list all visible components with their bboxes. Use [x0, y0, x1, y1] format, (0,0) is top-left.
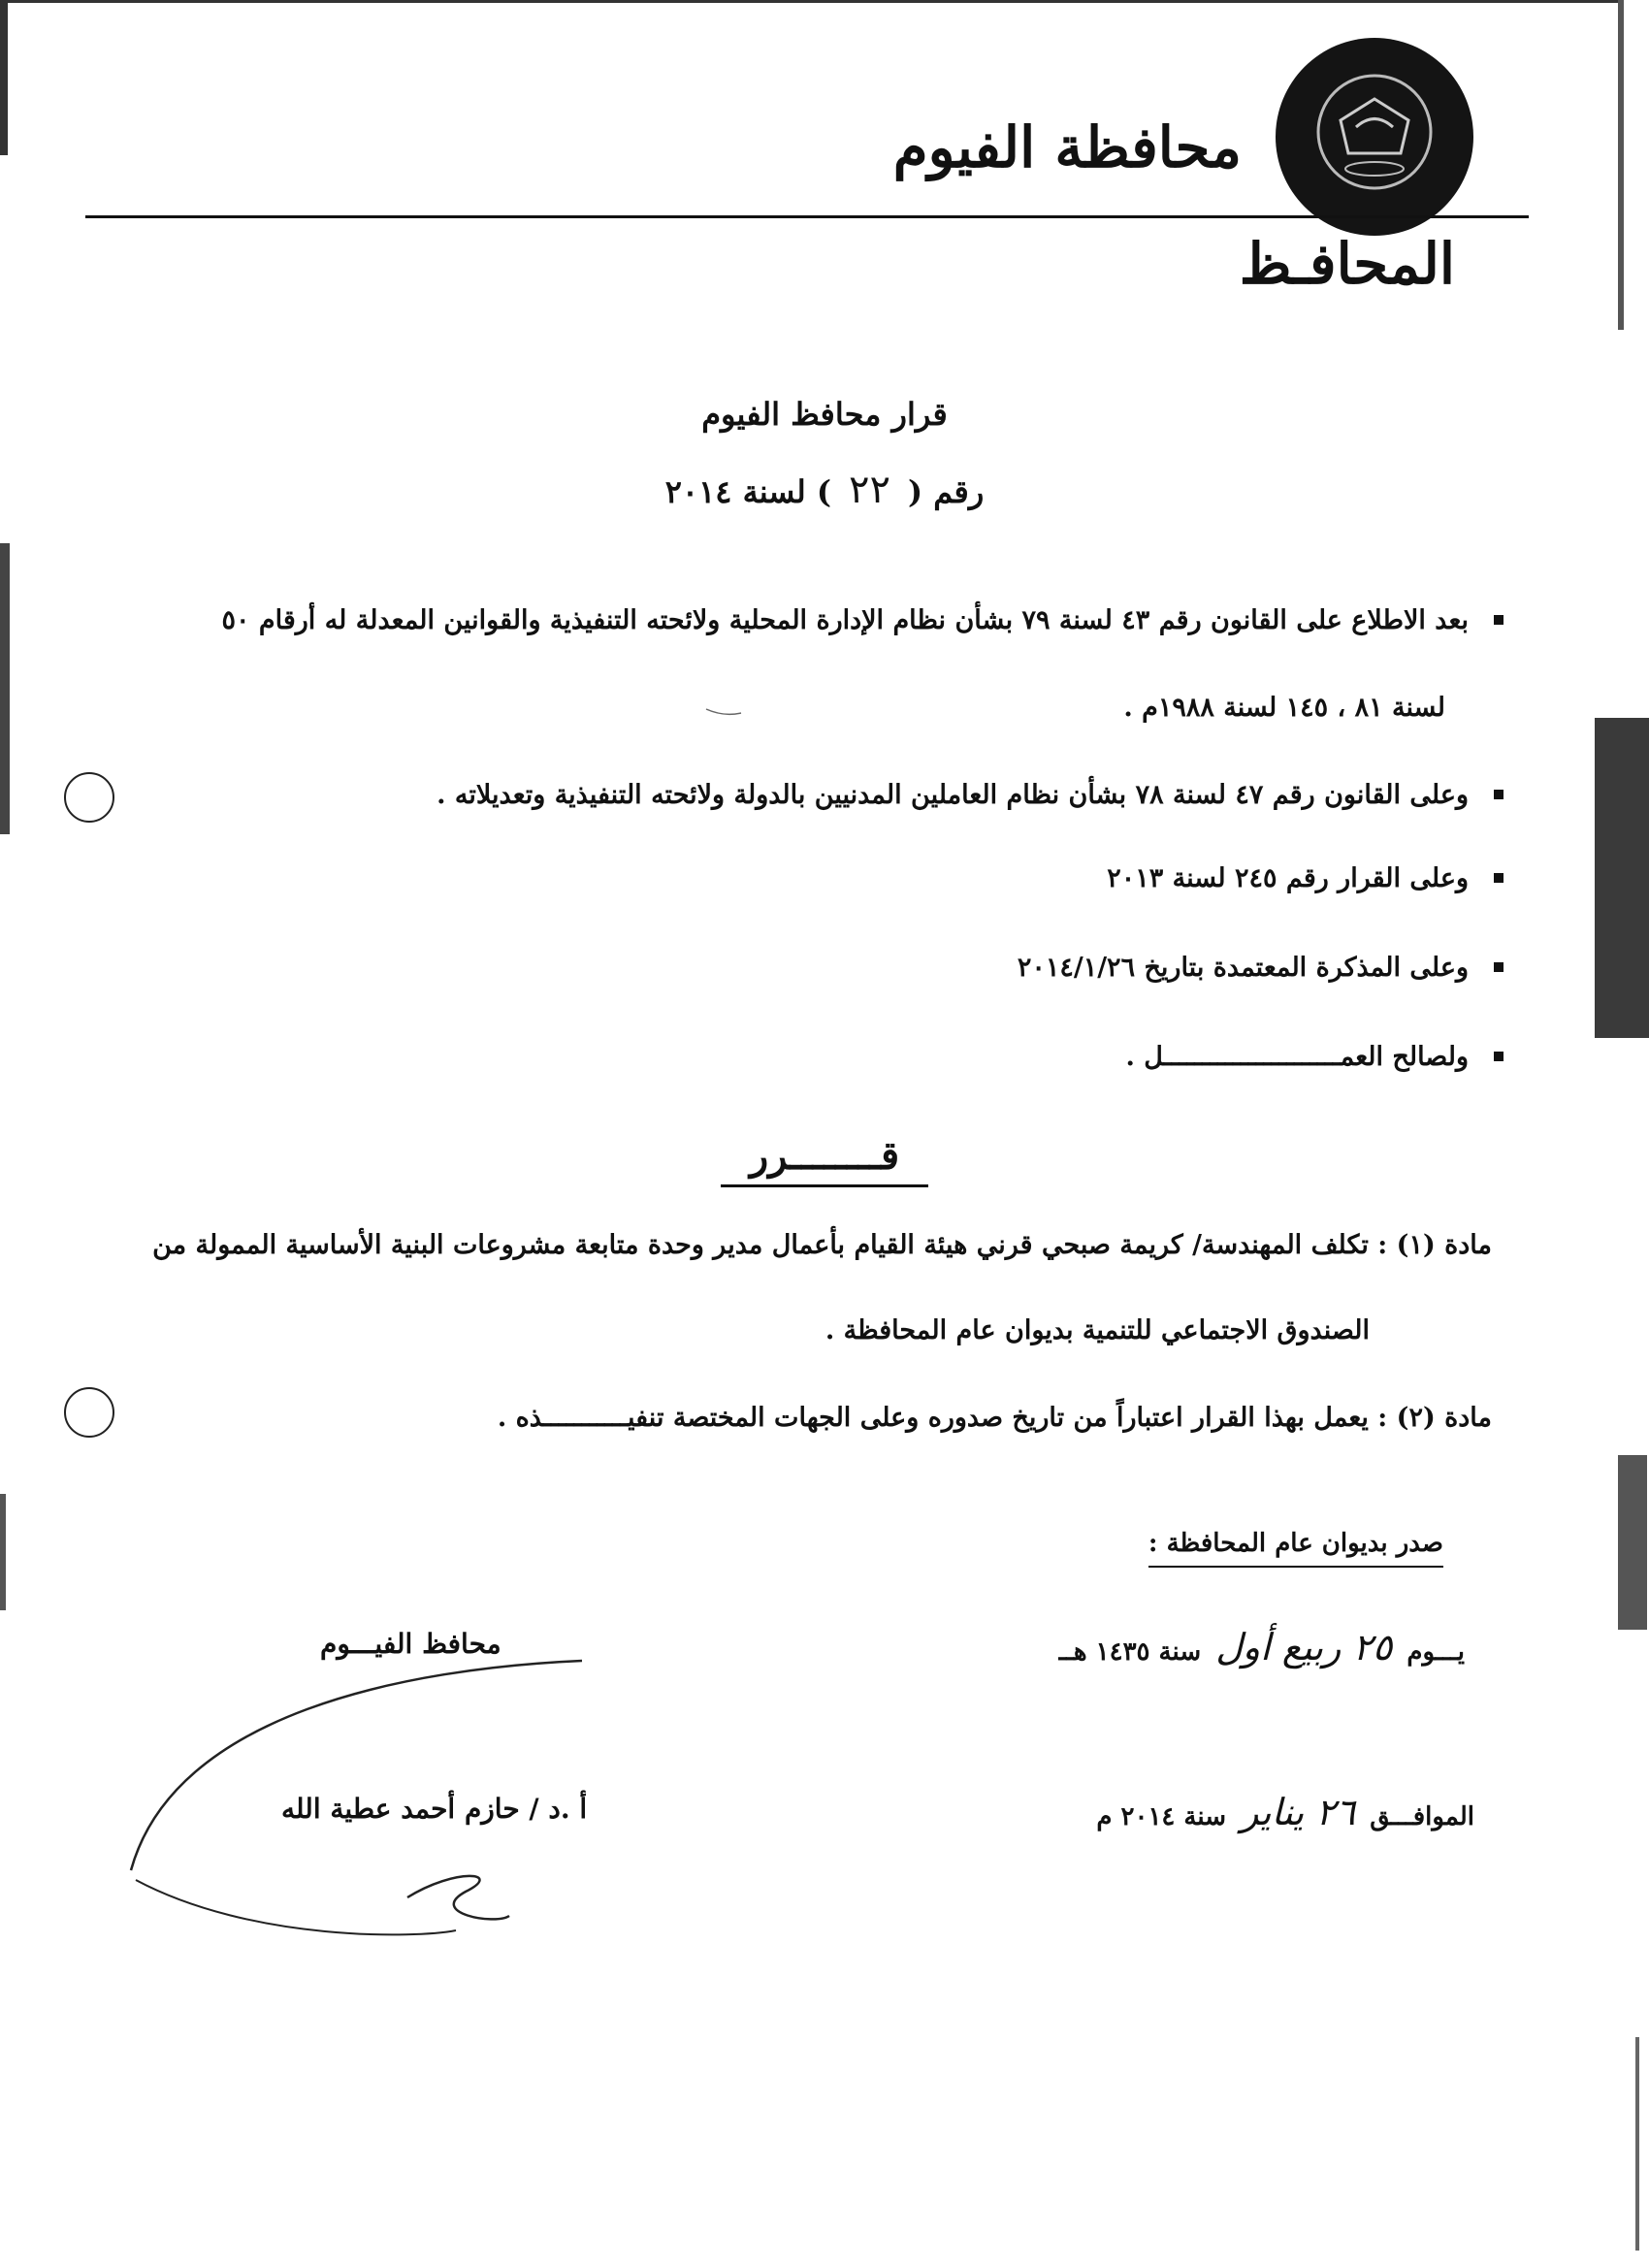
- header-divider: [85, 215, 1529, 218]
- stray-mark: [706, 709, 741, 714]
- signature-stroke: [131, 1661, 582, 1870]
- article-1: مادة (١) : تكلف المهندسة/ كريمة صبحي قرني هيئة القيام بأعمال مدير وحدة متابعة مشروعات البنية الأساسية الممولة من: [152, 1230, 1492, 1260]
- decision-title: قرار محافظ الفيوم: [701, 396, 948, 433]
- punch-hole: [64, 772, 114, 823]
- signature-stroke: [407, 1876, 509, 1920]
- handwritten-hijri-date: ٢٥ ربيع أول: [1215, 1626, 1393, 1669]
- signatory-title: محافظ الفيـــوم: [320, 1628, 501, 1660]
- scan-edge: [1595, 718, 1649, 1038]
- scan-edge: [8, 0, 1618, 3]
- hijri-date: يـــوم ٢٥ ربيع أول سنة ١٤٣٥ هــ: [1058, 1626, 1465, 1669]
- decided-heading: قــــــــرر: [0, 1133, 1649, 1179]
- punch-hole: [64, 1387, 114, 1438]
- governor-title: المحافـظ: [1239, 231, 1455, 297]
- bullet-icon: [1494, 615, 1504, 625]
- bullet-icon: [1494, 873, 1504, 883]
- preamble-item-continuation: لسنة ٨١ ، ١٤٥ لسنة ١٩٨٨م .: [1123, 693, 1445, 723]
- issued-at-label: صدر بديوان عام المحافظة :: [1148, 1529, 1443, 1568]
- handwritten-gregorian-date: ٢٦ يناير: [1241, 1791, 1356, 1833]
- preamble-item: وعلى القرار رقم ٢٤٥ لسنة ٢٠١٣: [1107, 863, 1469, 893]
- scan-edge: [0, 0, 8, 155]
- scan-edge: [0, 543, 10, 834]
- preamble-item: ولصالح العمـــــــــــــــــــــــل .: [1125, 1042, 1469, 1072]
- scan-edge: [1618, 1455, 1647, 1630]
- signatory-name: أ .د / حازم أحمد عطية الله: [281, 1793, 588, 1825]
- scan-edge: [1618, 0, 1624, 330]
- preamble-item: وعلى القانون رقم ٤٧ لسنة ٧٨ بشأن نظام العاملين المدنيين بالدولة ولائحته التنفيذية وتعديلاته .: [436, 780, 1469, 810]
- preamble-item: وعلى المذكرة المعتمدة بتاريخ ٢٠١٤/١/٢٦: [1018, 953, 1469, 983]
- article-1-continuation: الصندوق الاجتماعي للتنمية بديوان عام المحافظة .: [824, 1315, 1370, 1345]
- bullet-icon: [1494, 790, 1504, 799]
- bullet-icon: [1494, 1052, 1504, 1061]
- governorate-emblem: [1273, 35, 1476, 239]
- governorate-name: محافظة الفيوم: [892, 114, 1242, 180]
- preamble-item: بعد الاطلاع على القانون رقم ٤٣ لسنة ٧٩ بشأن نظام الإدارة المحلية ولائحته التنفيذية والقوانين المعدلة له أرقام ٥٠: [221, 605, 1469, 635]
- scan-edge: [0, 1494, 6, 1610]
- handwritten-number: ٢٢: [848, 468, 890, 512]
- bullet-icon: [1494, 962, 1504, 972]
- article-2: مادة (٢) : يعمل بهذا القرار اعتباراً من تاريخ صدوره وعلى الجهات المختصة تنفيـــــــــــذه .: [497, 1403, 1492, 1433]
- decision-number: [0, 468, 1649, 512]
- number-prefix: رقم (: [907, 473, 985, 510]
- gregorian-date: الموافـــق ٢٦ يناير سنة ٢٠١٤ م: [1096, 1791, 1474, 1833]
- signature-stroke: [136, 1880, 456, 1934]
- scan-edge: [1635, 2037, 1639, 2251]
- number-suffix: ) لسنة ٢٠١٤: [664, 473, 831, 510]
